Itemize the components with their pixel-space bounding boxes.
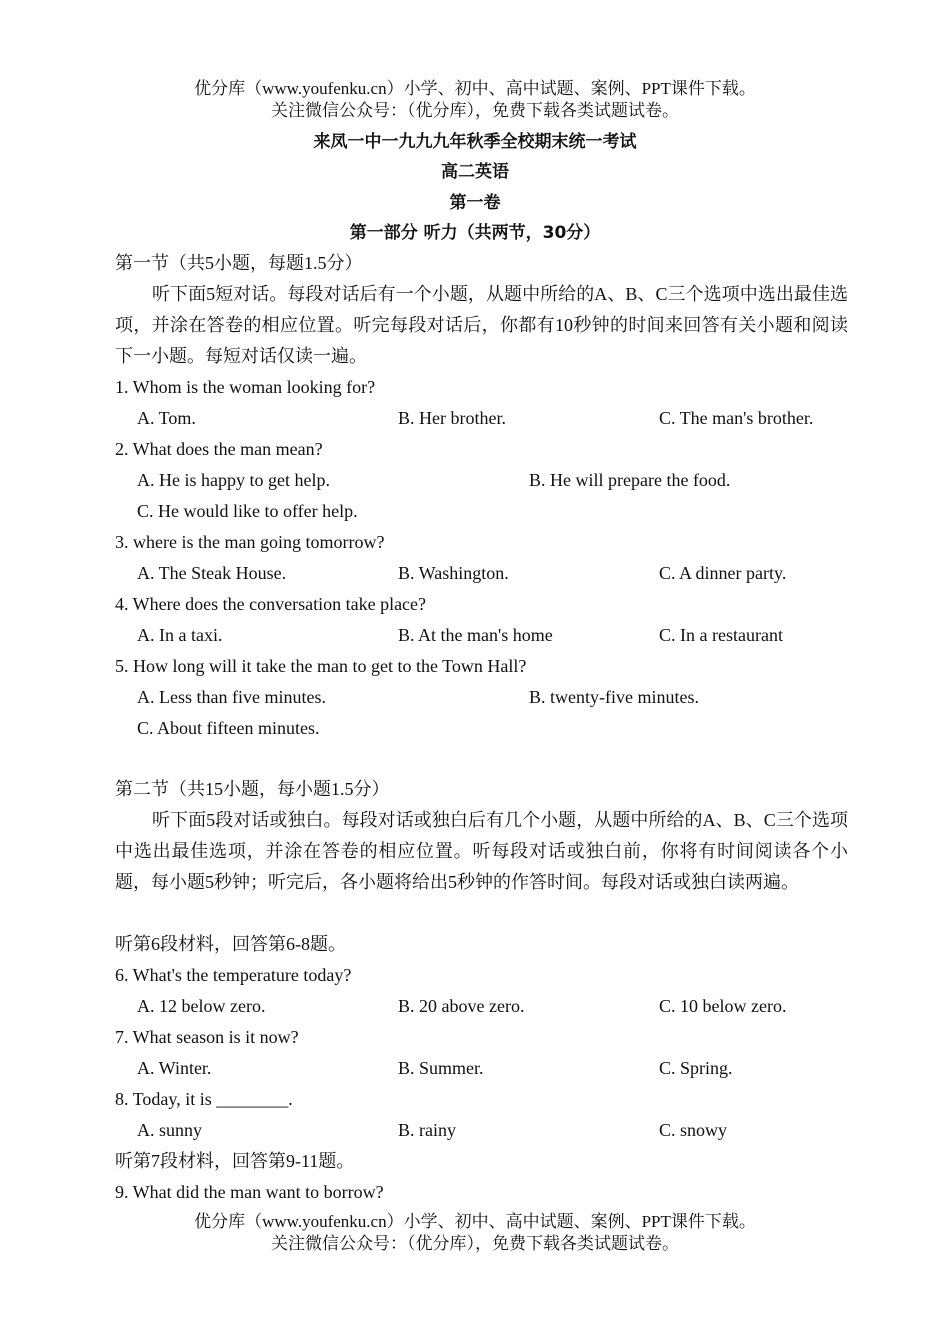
question-7-option-b: B. Summer. <box>398 1058 484 1078</box>
section2-heading: 第二节（共15小题，每小题1.5分） <box>115 779 390 799</box>
part-heading: 第一部分 听力（共两节，30分） <box>349 223 601 243</box>
section2-instructions: 听下面5段对话或独白。每段对话或独白后有几个小题，从题中所给的A、B、C三个选项中选出最佳选项，并涂在答卷的相应位置。听每段对话或独白前，你将有时间阅读各个小题，每小题5秒钟；听完后，各小题将给出5秒钟的作答时间。每段对话或独白读两遍。 <box>115 810 848 892</box>
question-7-option-c: C. Spring. <box>659 1058 733 1078</box>
question-6-stem: 6. What's the temperature today? <box>115 965 352 985</box>
question-1-option-b: B. Her brother. <box>398 408 506 428</box>
question-8-option-b: B. rainy <box>398 1120 456 1140</box>
footer-line-2: 关注微信公众号：（优分库），免费下载各类试题试卷。 <box>271 1234 679 1253</box>
question-3-option-b: B. Washington. <box>398 563 509 583</box>
material-7-note: 听第7段材料，回答第9-11题。 <box>115 1151 355 1171</box>
question-3-option-c: C. A dinner party. <box>659 563 787 583</box>
question-6-option-a: A. 12 below zero. <box>137 996 266 1016</box>
question-6-option-b: B. 20 above zero. <box>398 996 525 1016</box>
material-6-note: 听第6段材料，回答第6-8题。 <box>115 934 346 954</box>
section1-heading: 第一节（共5小题，每题1.5分） <box>115 253 363 273</box>
question-5-option-c: C. About fifteen minutes. <box>137 718 320 738</box>
header-line-1: 优分库（www.youfenku.cn）小学、初中、高中试题、案例、PPT课件下载。 <box>194 79 756 98</box>
question-7-stem: 7. What season is it now? <box>115 1027 299 1047</box>
question-8-option-a: A. sunny <box>137 1120 203 1140</box>
exam-volume: 第一卷 <box>449 193 501 213</box>
question-7-option-a: A. Winter. <box>137 1058 212 1078</box>
question-5-option-b: B. twenty-five minutes. <box>529 687 699 707</box>
question-1-option-a: A. Tom. <box>137 408 196 428</box>
question-3-stem: 3. where is the man going tomorrow? <box>115 532 385 552</box>
question-5-stem: 5. How long will it take the man to get to the Town Hall? <box>115 656 527 676</box>
question-1-option-c: C. The man's brother. <box>659 408 814 428</box>
question-2-option-a: A. He is happy to get help. <box>137 470 330 490</box>
question-4-option-c: C. In a restaurant <box>659 625 783 645</box>
question-4-option-a: A. In a taxi. <box>137 625 223 645</box>
question-3-option-a: A. The Steak House. <box>137 563 287 583</box>
section1-instructions: 听下面5短对话。每段对话后有一个小题，从题中所给的A、B、C三个选项中选出最佳选项，并涂在答卷的相应位置。听完每段对话后，你都有10秒钟的时间来回答有关小题和阅读下一小题。每短对话仅读一遍。 <box>115 284 848 366</box>
question-8-option-c: C. snowy <box>659 1120 728 1140</box>
question-1-stem: 1. Whom is the woman looking for? <box>115 377 376 397</box>
question-2-option-c: C. He would like to offer help. <box>137 501 358 521</box>
question-8-stem: 8. Today, it is ________. <box>115 1089 293 1109</box>
exam-title: 来凤一中一九九九年秋季全校期末统一考试 <box>313 132 637 152</box>
question-2-stem: 2. What does the man mean? <box>115 439 323 459</box>
footer-line-1: 优分库（www.youfenku.cn）小学、初中、高中试题、案例、PPT课件下载。 <box>194 1212 756 1231</box>
question-9-stem: 9. What did the man want to borrow? <box>115 1182 384 1202</box>
exam-subject: 高二英语 <box>441 162 509 182</box>
question-6-option-c: C. 10 below zero. <box>659 996 787 1016</box>
question-2-option-b: B. He will prepare the food. <box>529 470 731 490</box>
header-line-2: 关注微信公众号：（优分库），免费下载各类试题试卷。 <box>271 101 679 120</box>
question-4-stem: 4. Where does the conversation take place? <box>115 594 427 614</box>
question-4-option-b: B. At the man's home <box>398 625 553 645</box>
question-5-option-a: A. Less than five minutes. <box>137 687 326 707</box>
